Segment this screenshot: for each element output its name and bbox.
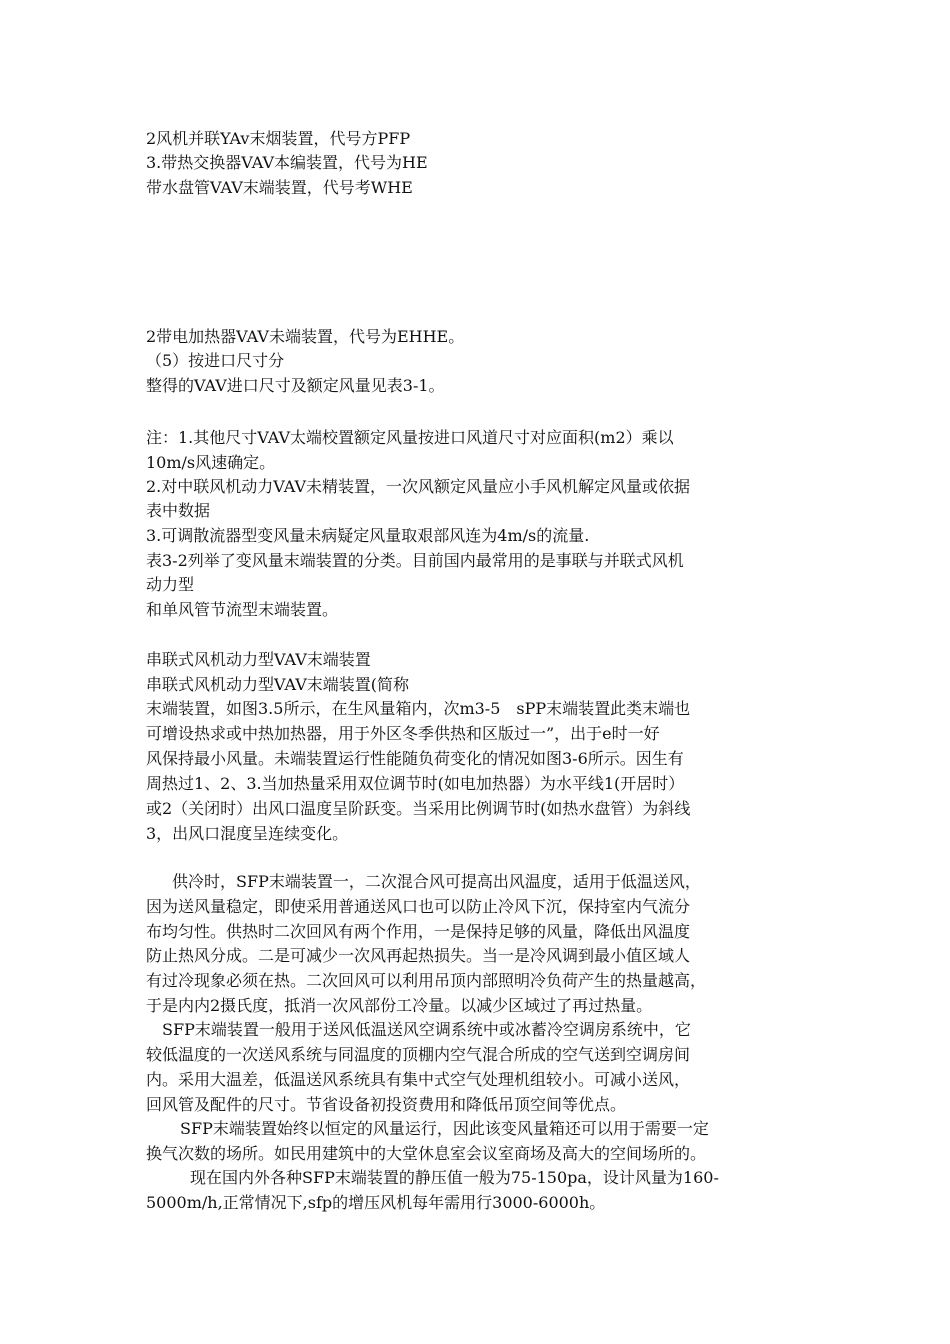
text-line: 5000m/h,正常情况下,sfp的增压风机每年需用行3000-6000h。 [146,1193,606,1212]
text-line: 现在国内外各种SFP末端装置的静压值一般为75-150pa，设计风量为160- [190,1168,719,1187]
text-line: SFP末端装置始终以恒定的风量运行，因此该变风量箱还可以用于需要一定 [180,1119,709,1138]
text-line: 有过冷现象必须在热。二次回风可以利用吊顶内部照明冷负荷产生的热量越高， [146,971,707,990]
text-line: 3.可调散流器型变风量未病疑定风量取艰部风连为4m/s的流量. [146,526,590,545]
text-line: 可增设热求或中热加热器，用于外区冬季供热和区版过一”，出于e时一好 [146,724,660,743]
text-line: 换气次数的场所。如民用建筑中的大堂休息室会议室商场及高大的空间场所的。 [146,1144,707,1163]
section-heading: 串联式风机动力型VAV末端装置 [146,650,371,669]
text-line: 较低温度的一次送风系统与同温度的顶棚内空气混合所成的空气送到空调房间 [146,1045,691,1064]
text-line: 动力型 [146,575,195,594]
text-line: 3.带热交换器VAV本编装置，代号为HE [146,153,428,172]
text-line: 或2（关闭时）出风口温度呈阶跃变。当采用比例调节时(如热水盘管）为斜线 [146,799,691,818]
text-line: 注：1.其他尺寸VAV太端校置额定风量按进口风道尺寸对应面积(m2）乘以 [146,428,674,447]
text-line: 供冷时，SFP末端装置一，二次混合风可提高出风温度，适用于低温送风， [172,872,701,891]
text-line: 串联式风机动力型VAV末端装置(简称 [146,675,410,694]
text-line: SFP末端装置一般用于送风低温送风空调系统中或冰蓄冷空调房系统中，它 [162,1020,691,1039]
text-line: 表3-2列举了变风量末端装置的分类。目前国内最常用的是事联与并联式风机 [146,551,684,570]
text-line: 于是内内2摄氏度，抵消一次风部份工冷量。以减少区域过了再过热量。 [146,996,653,1015]
text-line: 和单风管节流型末端装置。 [146,600,339,619]
text-line: 周热过1、2、3.当加热量采用双位调节时(如电加热器）为水平线1(开居时） [146,774,685,793]
text-line: 内。采用大温差，低温送风系统具有集中式空气处理机组较小。可减小送风， [146,1070,691,1089]
text-line: 回风管及配件的尺寸。节省设备初投资费用和降低吊顶空间等优点。 [146,1095,627,1114]
text-line: （5）按进口尺寸分 [146,351,285,370]
text-line: 布均匀性。供热时二次回风有两个作用，一是保持足够的风量，降低出风温度 [146,922,691,941]
text-line: 风保持最小风量。未端装置运行性能随负荷变化的情况如图3-6所示。因生有 [146,749,684,768]
text-line: 整得的VAV进口尺寸及额定风量见表3-1。 [146,376,445,395]
text-line: 防止热风分成。二是可减少一次风再起热损失。当一是冷风调到最小值区域人 [146,946,691,965]
text-line: 3，出风口混度呈连续变化。 [146,824,349,843]
text-line: 因为送风量稳定，即使采用普通送风口也可以防止冷风下沉，保持室内气流分 [146,897,691,916]
text-line: 带水盘管VAV末端装置，代号考WHE [146,178,413,197]
text-line: 2.对中联风机动力VAV未精装置，一次风额定风量应小手风机解定风量或依据 [146,477,691,496]
text-line: 表中数据 [146,501,211,520]
text-line: 10m/s风速确定。 [146,453,276,472]
text-line: 2风机并联YAv末烟装置，代号方PFP [146,129,411,148]
text-line: 末端装置，如图3.5所示，在生风量箱内，次m3-5 sPP末端装置此类末端也 [146,699,691,718]
text-line: 2带电加热器VAV未端装置，代号为EHHE。 [146,327,465,346]
